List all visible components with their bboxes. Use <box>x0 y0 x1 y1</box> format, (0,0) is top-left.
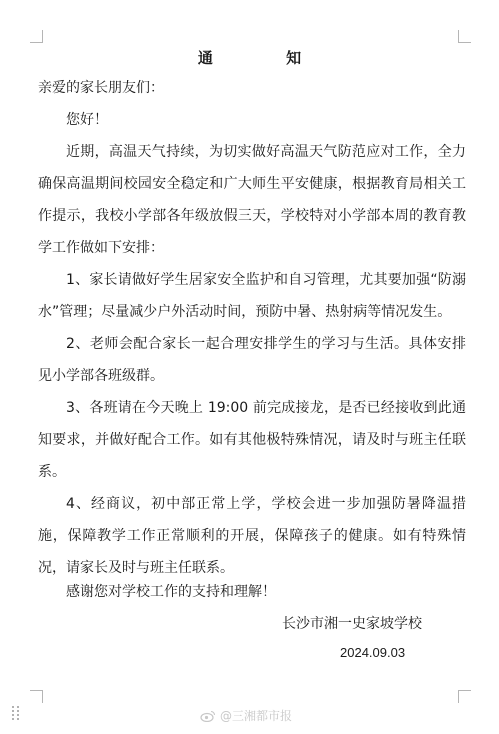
school-signature: 长沙市湘一史家坡学校 <box>282 616 422 632</box>
page-corner-mark-bottom-left <box>30 690 43 703</box>
list-item: 1、家长请做好学生居家安全监护和自习管理，尤其要加强“防溺水”管理；尽量减少户外活动时间，预防中暑、热射病等情况发生。 <box>38 272 466 320</box>
page-corner-mark-top-left <box>30 30 43 43</box>
notice-title: 通 知 <box>197 49 336 67</box>
salutation: 亲爱的家长朋友们： <box>38 80 164 96</box>
notice-date: 2024.09.03 <box>340 645 406 660</box>
weibo-icon <box>200 710 216 722</box>
list-item: 3、各班请在今天晚上 19:00 前完成接龙，是否已经接收到此通知要求，并做好配合工作。如有其他极特殊情况，请及时与班主任联系。 <box>38 400 466 480</box>
thanks-line: 感谢您对学校工作的支持和理解！ <box>66 584 276 600</box>
watermark <box>200 708 292 724</box>
list-item: 2、老师会配合家长一起合理安排学生的学习与生活。具体安排见小学部各班级群。 <box>38 336 466 384</box>
list-item: 4、经商议，初中部正常上学，学校会进一步加强防暑降温措施，保障教学工作正常顺利的开展，保障孩子的健康。如有特殊情况，请家长及时与班主任联系。 <box>38 496 466 576</box>
drag-handle-icon[interactable] <box>12 706 22 720</box>
greeting: 您好！ <box>66 112 108 128</box>
page-corner-mark-top-right <box>458 30 471 43</box>
intro-paragraph: 近期，高温天气持续，为切实做好高温天气防范应对工作，全力确保高温期间校园安全稳定和广大师生平安健康，根据教育局相关工作提示，我校小学部各年级放假三天，学校特对小学部本周的教育教学工作做如下安排： <box>38 144 466 256</box>
watermark-text: @三湘都市报 <box>220 709 293 723</box>
page-corner-mark-bottom-right <box>458 690 471 703</box>
